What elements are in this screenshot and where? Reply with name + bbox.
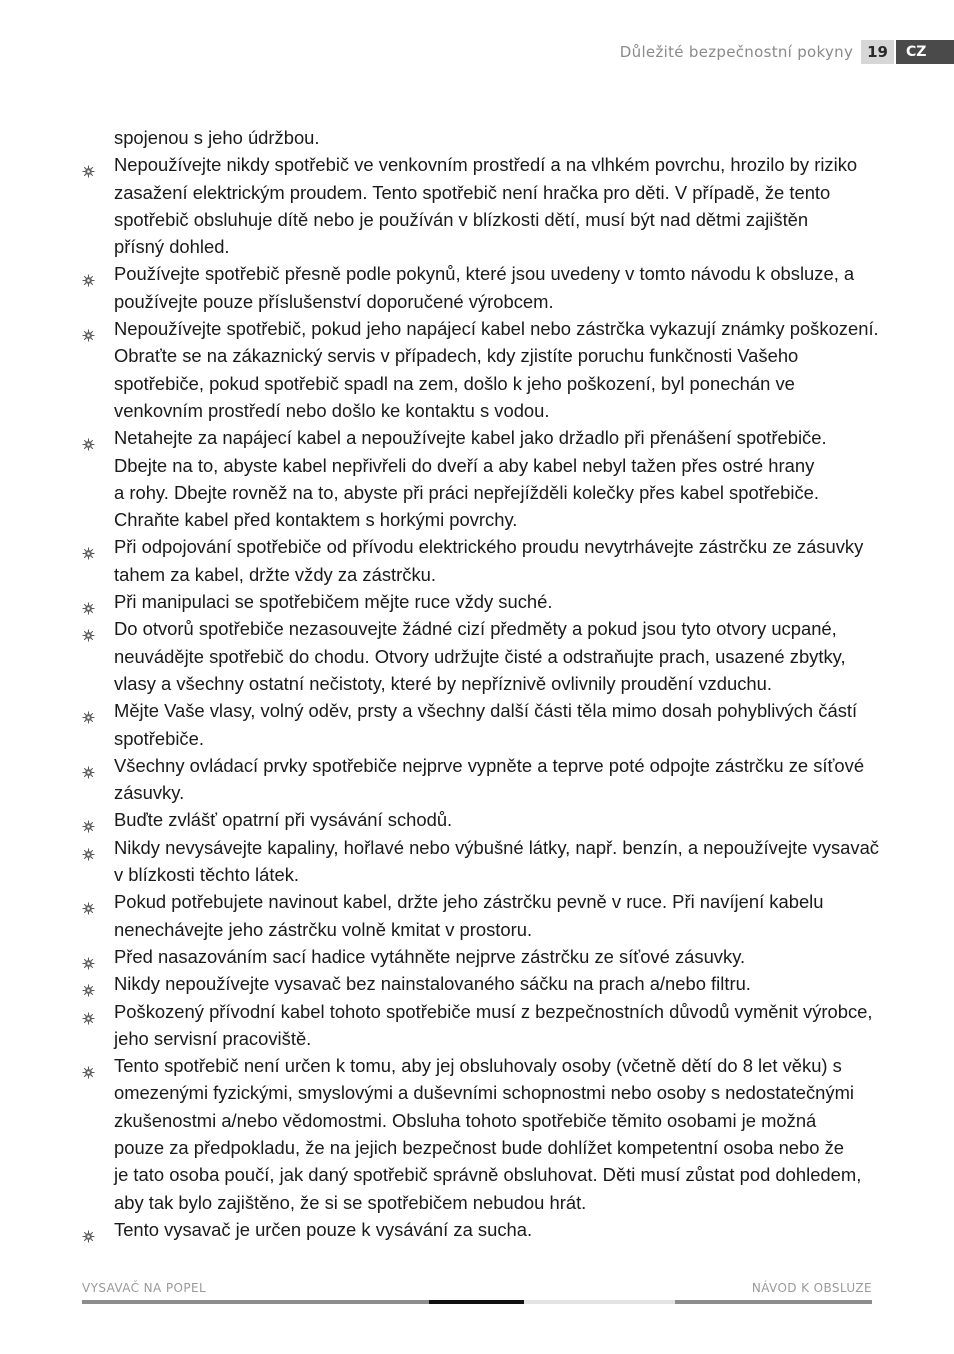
list-item-text-line: Tento spotřebič není určen k tomu, aby jej obsluhovaly osoby (včetně dětí do 8 let věku) s (114, 1055, 842, 1077)
list-item-text-line: tahem za kabel, držte vždy za zástrčku. (114, 563, 436, 585)
list-item-text-line: Dbejte na to, abyste kabel nepřivřeli do dveří a aby kabel nebyl tažen přes ostré hrany (114, 454, 815, 476)
sunburst-bullet-icon (82, 1059, 95, 1072)
list-item-text-line: a rohy. Dbejte rovněž na to, abyste při práci nepřejížděli kolečky přes kabel spotřebiče. (114, 481, 819, 503)
list-item (82, 752, 876, 807)
footer-bar-left (82, 1300, 429, 1304)
list-item-text-line: Pokud potřebujete navinout kabel, držte jeho zástrčku pevně v ruce. Při navíjení kabelu (114, 891, 824, 913)
list-item-text-line: zkušenostmi a/nebo vědomostmi. Obsluha tohoto spotřebiče těmito osobami je možná (114, 1109, 817, 1131)
footer-doc-type: NÁVOD K OBSLUZE (751, 1281, 872, 1295)
language-tab: CZ (896, 40, 954, 64)
list-item (82, 315, 879, 424)
list-item (82, 588, 876, 615)
list-item-text-line: venkovním prostředí nebo došlo ke kontaktu s vodou. (114, 399, 550, 421)
sunburst-bullet-icon (82, 622, 95, 635)
list-item-text-line: Nikdy nevysávejte kapaliny, hořlavé nebo výbušné látky, např. benzín, a nepoužívejte vysavač (114, 836, 880, 858)
list-item (82, 151, 876, 260)
sunburst-bullet-icon (82, 431, 95, 444)
list-item-text-line: Při odpojování spotřebiče od přívodu elektrického proudu nevytrhávejte zástrčku ze zásuvky (114, 536, 864, 558)
list-item (82, 943, 876, 970)
list-item (82, 998, 876, 1053)
list-item-text-line: Všechny ovládací prvky spotřebiče nejprve vypněte a teprve poté odpojte zástrčku ze síťové (114, 754, 865, 776)
list-item (82, 260, 876, 315)
list-item-text-line: Buďte zvlášť opatrní při vysávání schodů. (114, 809, 453, 831)
list-item (82, 424, 876, 533)
list-item (82, 806, 876, 833)
list-item-text-line: vlasy a všechny ostatní nečistoty, které by nepříznivě ovlivnily proudění vzduchu. (114, 672, 772, 694)
safety-instructions (82, 124, 880, 1243)
list-item-text-line: Používejte spotřebič přesně podle pokynů, které jsou uvedeny v tomto návodu k obsluze, a (114, 263, 855, 285)
list-item-text-line: Nikdy nepoužívejte vysavač bez nainstalovaného sáčku na prach a/nebo filtru. (114, 973, 751, 995)
list-item-text-line: spotřebiče. (114, 727, 204, 749)
list-item-text-line: jeho servisní pracoviště. (114, 1027, 312, 1049)
list-item (82, 615, 876, 697)
list-item-text-line: spotřebiče, pokud spotřebič spadl na zem, došlo k jeho poškození, byl ponechán ve (114, 372, 795, 394)
list-item-text-line: zasažení elektrickým proudem. Tento spotřebič není hračka pro děti. V případě, že tento (114, 181, 831, 203)
sunburst-bullet-icon (82, 841, 95, 854)
sunburst-bullet-icon (82, 1223, 95, 1236)
list-item-text-line: Při manipulaci se spotřebičem mějte ruce vždy suché. (114, 591, 553, 613)
sunburst-bullet-icon (82, 950, 95, 963)
sunburst-bullet-icon (82, 704, 95, 717)
sunburst-bullet-icon (82, 322, 95, 335)
footer-bar-center (429, 1300, 524, 1304)
list-item (82, 697, 876, 752)
list-item-text-line: pouze za předpokladu, že na jejich bezpečnost bude dohlížet kompetentní osoba nebo že (114, 1136, 845, 1158)
list-item-text-line: Před nasazováním sací hadice vytáhněte nejprve zástrčku ze síťové zásuvky. (114, 945, 746, 967)
continuation-text: spojenou s jeho údržbou. (114, 127, 320, 148)
sunburst-bullet-icon (82, 895, 95, 908)
list-item-text-line: Nepoužívejte nikdy spotřebič ve venkovním prostředí a na vlhkém povrchu, hrozilo by riziko (114, 154, 858, 176)
footer-bar-mid-light (524, 1300, 675, 1304)
list-item-text-line: používejte pouze příslušenství doporučené výrobcem. (114, 290, 554, 312)
list-item (82, 533, 876, 588)
list-item-text-line: Obraťte se na zákaznický servis v případech, kdy zjistíte poruchu funkčnosti Vašeho (114, 345, 799, 367)
list-item-text-line: v blízkosti těchto látek. (114, 864, 300, 886)
list-item-text-line: neuvádějte spotřebič do chodu. Otvory udržujte čisté a odstraňujte prach, usazené zbytky, (114, 645, 846, 667)
sunburst-bullet-icon (82, 267, 95, 280)
list-item (82, 834, 880, 889)
footer-bar-right (675, 1300, 872, 1304)
list-item-text-line: Nepoužívejte spotřebič, pokud jeho napájecí kabel nebo zástrčka vykazují známky poškození. (114, 318, 879, 340)
list-item-text-line: Do otvorů spotřebiče nezasouvejte žádné cizí předměty a pokud jsou tyto otvory ucpané, (114, 618, 837, 640)
sunburst-bullet-icon (82, 158, 95, 171)
sunburst-bullet-icon (82, 977, 95, 990)
list-item-text-line: Tento vysavač je určen pouze k vysávání za sucha. (114, 1218, 533, 1240)
list-item-text-line: spotřebič obsluhuje dítě nebo je používán v blízkosti dětí, musí být nad dětmi zajištěn (114, 208, 809, 230)
page-header (620, 40, 954, 64)
list-item (82, 1216, 876, 1243)
list-item-text-line: přísný dohled. (114, 236, 230, 258)
page-number: 19 (861, 40, 894, 64)
sunburst-bullet-icon (82, 595, 95, 608)
list-item-text-line: Chraňte kabel před kontaktem s horkými povrchy. (114, 509, 518, 531)
list-item-text-line: zásuvky. (114, 782, 185, 804)
sunburst-bullet-icon (82, 813, 95, 826)
list-item-text-line: omezenými fyzickými, smyslovými a duševními schopnostmi nebo osoby s nedostatečnými (114, 1082, 854, 1104)
list-item-text-line: nenechávejte jeho zástrčku volně kmitat v prostoru. (114, 918, 533, 940)
list-item-text-line: Netahejte za napájecí kabel a nepoužívejte kabel jako držadlo při přenášení spotřebiče. (114, 427, 827, 449)
list-item-text-line: Mějte Vaše vlasy, volný oděv, prsty a všechny další části těla mimo dosah pohyblivých částí (114, 700, 858, 722)
list-item-text-line: aby tak bylo zajištěno, že si se spotřebičem nebudou hrát. (114, 1191, 587, 1213)
section-title: Důležité bezpečnostní pokyny (619, 43, 854, 61)
list-item-text-line: Poškozený přívodní kabel tohoto spotřebiče musí z bezpečnostních důvodů vyměnit výrobce, (114, 1000, 873, 1022)
list-item (82, 970, 876, 997)
list-item-text-line: je tato osoba poučí, jak daný spotřebič správně obsluhovat. Děti musí zůstat pod dohledem, (114, 1164, 862, 1186)
sunburst-bullet-icon (82, 540, 95, 553)
sunburst-bullet-icon (82, 1005, 95, 1018)
list-item (82, 888, 876, 943)
list-item (82, 1052, 876, 1216)
footer-product-name: VYSAVAČ NA POPEL (82, 1281, 207, 1295)
sunburst-bullet-icon (82, 759, 95, 772)
